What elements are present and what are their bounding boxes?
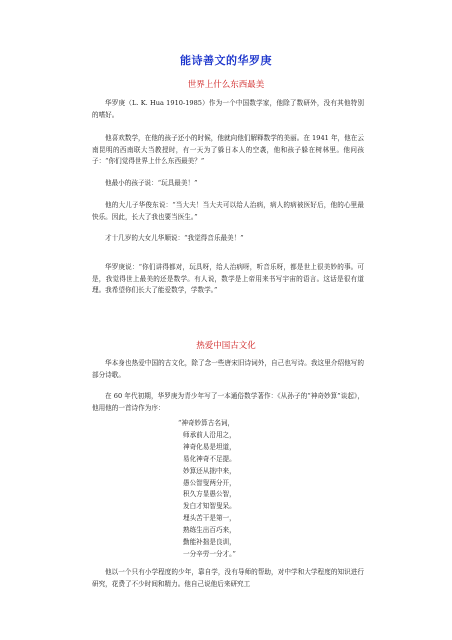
poem-line: 发白才知智叟呆。 [183, 502, 236, 511]
paragraph-7 [92, 358, 364, 381]
poem [178, 418, 236, 561]
poem-line: 易化神奇不足提。 [183, 454, 236, 463]
paragraph-9 [92, 567, 364, 590]
paragraph-text: 华本身也热爱中国的古文化，除了念一些唐宋旧诗词外，自己也写诗。我这里介绍他写的部分诗歌。 [92, 359, 364, 379]
paragraph-5 [92, 233, 364, 245]
poem-line: “神奇妙算古名词， [178, 419, 235, 427]
section-heading-1: 世界上什么东西最美 [187, 80, 265, 90]
poem-line: 妙算还从拙中来， [183, 466, 236, 475]
paragraph-text: 才十几岁的大女儿华顺说：“我觉得音乐最美！” [105, 234, 244, 242]
paragraph-text: 在 60 年代初期，华罗庚为青少年写了一本通俗数学著作：《从孙子的“神奇妙算”谈起》，他用他的一首诗作为序： [92, 392, 364, 412]
paragraph-8 [92, 391, 364, 414]
paragraph-text: 他以一个只有小学程度的少年，靠自学，没有导师的帮助，对中学和大学程度的知识进行研究，花费了不少时间和精力。他自己说他后来研究工 [92, 568, 364, 588]
paragraph-6 [92, 262, 364, 297]
poem-line: 神奇化易是坦道， [183, 442, 236, 451]
poem-line: 师承前人沿用之， [183, 430, 236, 439]
paragraph-3 [92, 178, 364, 190]
poem-line: 积久方显愚公智， [183, 490, 236, 499]
poem-line: 愚公智叟两分开， [183, 478, 236, 487]
paragraph-text: 他的大儿子华俊东说：“当大夫！当大夫可以给人治病，病人的病被医好后，他的心里最快乐。因此，长大了我也要当医生。” [92, 201, 364, 221]
paragraph-4 [92, 200, 364, 223]
poem-line: 埋头苦干是第一， [183, 514, 236, 523]
paragraph-2 [92, 133, 364, 168]
paragraph-1 [92, 98, 364, 121]
poem-line: 勤能补拙是良训， [183, 538, 236, 547]
poem-line: 熟练生出百巧来， [183, 526, 236, 535]
paragraph-text: 他喜欢数学，在他的孩子还小的时候，他就向他们解释数学的美丽。在 1941 年，他在云南昆明的西南联大当教授时，有一天为了躲日本人的空袭，他和孩子躲在树林里。他问孩子：“你们觉得世界上什么东西最美？” [92, 134, 364, 165]
paragraph-text: 华罗庚说：“你们讲得都对，玩具呀，给人治病呀，听音乐呀，都是世上很美妙的事。可是，我觉得世上最美的还是数学。有人说，数学是上帝用来书写宇宙的语言。这话是很有道理。我希望你们长大了能爱数学，学数学。” [92, 263, 364, 294]
paragraph-text: 华罗庚（L. K. Hua 1910-1985）作为一个中国数学家，他除了数研外，没有其他特别的嗜好。 [92, 99, 364, 119]
poem-line: 一分辛劳一分才。” [183, 549, 236, 558]
paragraph-text: 他最小的孩子说：“玩具最美！” [105, 179, 198, 187]
section-heading-2: 热爱中国古文化 [196, 341, 256, 351]
page-title: 能诗善文的华罗庚 [180, 54, 272, 67]
